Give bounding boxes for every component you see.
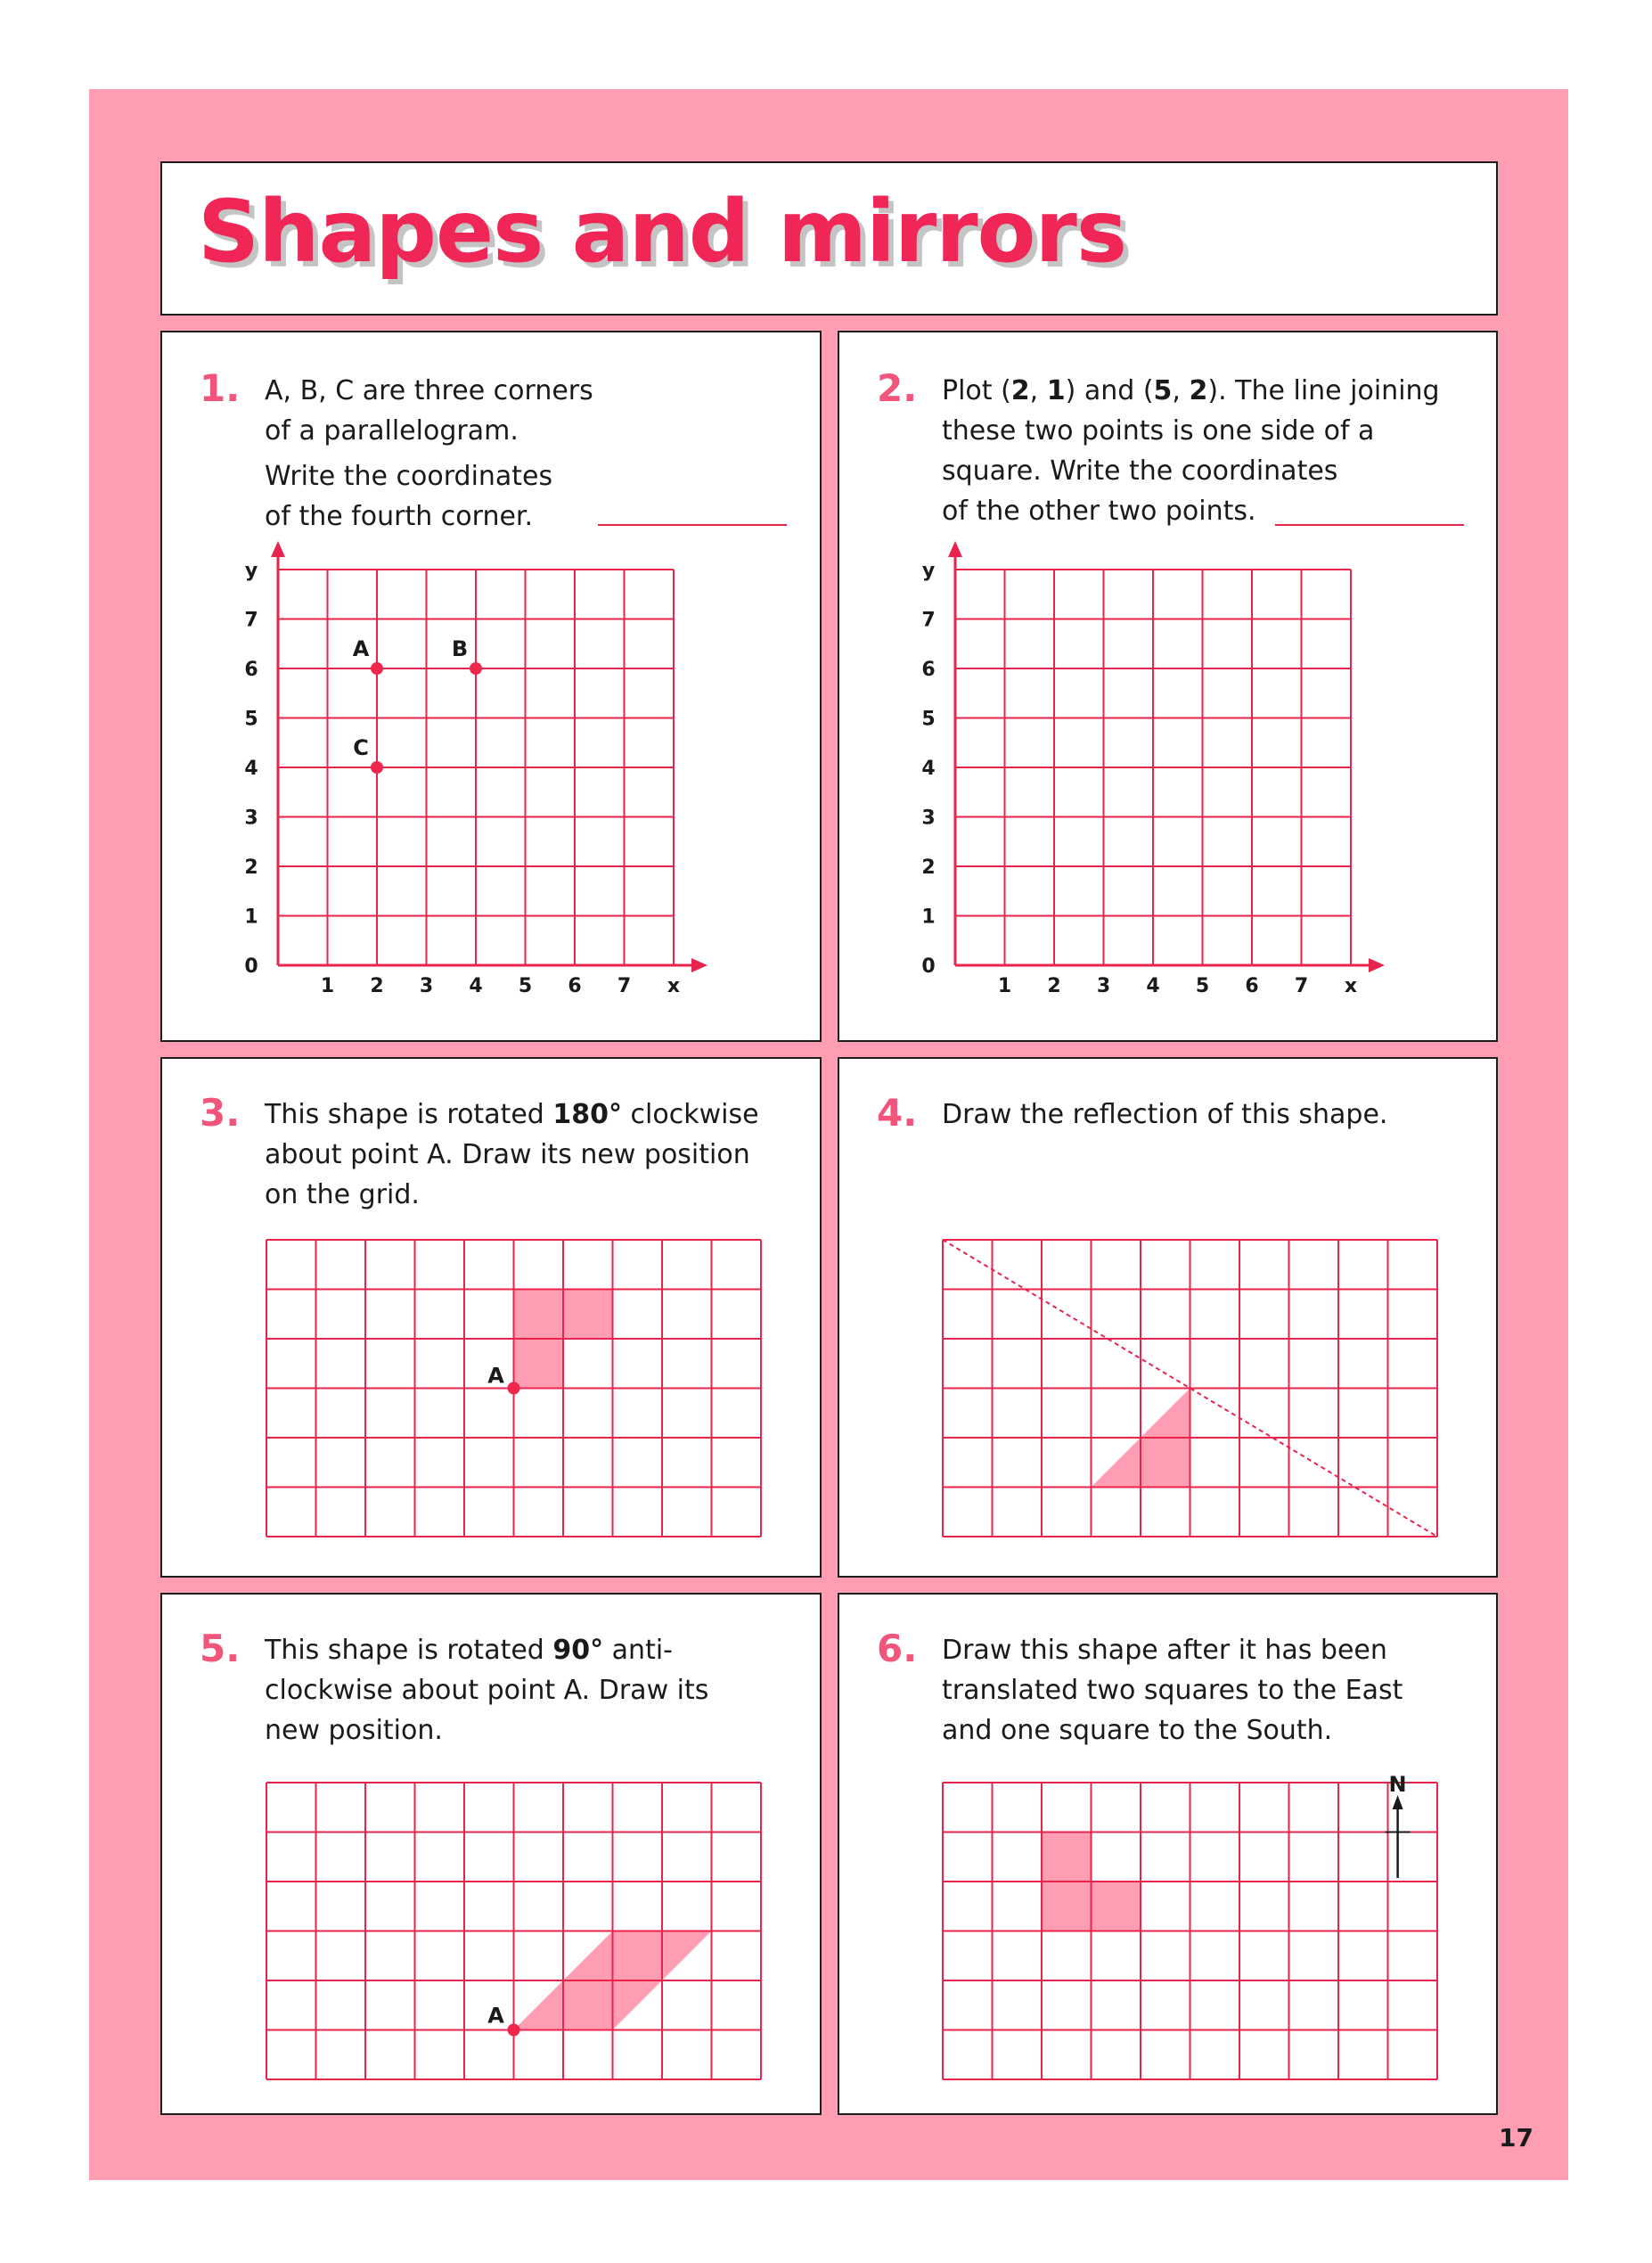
y-tick-label: 1 bbox=[921, 906, 936, 929]
question-text: Plot (2, 1) and (5, 2). The line joining these two points is one side of a square. Write the coordinates of the other two points. bbox=[942, 375, 1440, 527]
coordinate-grid[interactable] bbox=[920, 551, 1358, 1014]
question-text: Draw the reflection of this shape. bbox=[942, 1099, 1388, 1130]
y-tick-label: 4 bbox=[921, 758, 936, 780]
y-tick-label: 0 bbox=[921, 955, 936, 978]
answer-line[interactable] bbox=[598, 524, 787, 526]
x-tick-label: 1 bbox=[997, 975, 1012, 997]
point-label: A bbox=[487, 2003, 504, 2029]
x-tick-label: 5 bbox=[518, 975, 533, 997]
y-tick-label: 2 bbox=[921, 857, 936, 879]
compass-arrowhead-icon bbox=[1393, 1795, 1403, 1809]
y-tick-label: 2 bbox=[244, 857, 258, 879]
y-tick-label: 1 bbox=[244, 906, 258, 929]
question-number: 2. bbox=[877, 366, 918, 410]
question-number: 1. bbox=[200, 366, 241, 410]
y-tick-label: 6 bbox=[921, 659, 936, 681]
question-number: 3. bbox=[200, 1091, 241, 1135]
page-title: Shapes and mirrors bbox=[198, 182, 1126, 282]
compass-north-label: N bbox=[1388, 1772, 1407, 1797]
point-label: A bbox=[352, 636, 370, 661]
y-axis-arrow-icon bbox=[948, 541, 962, 557]
page-number: 17 bbox=[1499, 2123, 1533, 2152]
question-6-panel bbox=[838, 1593, 1498, 2115]
x-axis-arrow-icon bbox=[691, 958, 707, 972]
x-tick-label: 3 bbox=[419, 975, 434, 997]
x-tick-label: 2 bbox=[1047, 975, 1061, 997]
x-axis-title: x bbox=[667, 975, 681, 997]
x-tick-label: 4 bbox=[469, 975, 483, 997]
x-tick-label: 2 bbox=[370, 975, 384, 997]
square-grid[interactable] bbox=[943, 1772, 1442, 2086]
x-tick-label: 4 bbox=[1146, 975, 1160, 997]
question-4-panel bbox=[838, 1057, 1498, 1578]
point-a bbox=[508, 2024, 520, 2037]
question-2-panel bbox=[838, 331, 1498, 1042]
question-number: 5. bbox=[200, 1627, 241, 1670]
question-3-panel bbox=[160, 1057, 822, 1578]
square-grid[interactable] bbox=[943, 1240, 1442, 1543]
x-axis-title: x bbox=[1344, 975, 1358, 997]
x-tick-label: 3 bbox=[1096, 975, 1111, 997]
point-c bbox=[371, 761, 383, 774]
question-1-panel bbox=[160, 331, 822, 1042]
question-5-panel bbox=[160, 1593, 822, 2115]
x-tick-label: 7 bbox=[617, 975, 632, 997]
y-tick-label: 7 bbox=[244, 609, 258, 632]
title-panel bbox=[160, 161, 1498, 316]
y-axis-title: y bbox=[244, 560, 258, 582]
point-a bbox=[371, 662, 383, 675]
y-tick-label: 0 bbox=[244, 955, 258, 978]
x-tick-label: 6 bbox=[1245, 975, 1259, 997]
y-tick-label: 3 bbox=[244, 807, 258, 830]
square-grid[interactable] bbox=[266, 1783, 765, 2086]
question-text: This shape is rotated 180° clockwise about point A. Draw its new position on the grid. bbox=[265, 1099, 759, 1210]
x-tick-label: 6 bbox=[568, 975, 582, 997]
question-number: 4. bbox=[877, 1091, 918, 1135]
y-tick-label: 6 bbox=[244, 659, 258, 681]
y-tick-label: 3 bbox=[921, 807, 936, 830]
x-tick-label: 7 bbox=[1294, 975, 1309, 997]
y-axis-arrow-icon bbox=[271, 541, 285, 557]
point-label: C bbox=[353, 735, 369, 760]
question-text: This shape is rotated 90° anti- clockwise about point A. Draw its new position. bbox=[265, 1635, 709, 1746]
coordinate-grid[interactable] bbox=[242, 551, 681, 1014]
x-tick-label: 1 bbox=[320, 975, 335, 997]
point-a bbox=[508, 1382, 520, 1395]
x-tick-label: 5 bbox=[1195, 975, 1210, 997]
point-b bbox=[470, 662, 482, 675]
y-axis-title: y bbox=[921, 560, 936, 582]
point-label: A bbox=[487, 1363, 504, 1389]
point-label: B bbox=[451, 636, 469, 661]
question-text: Draw this shape after it has been translated two squares to the East and one square to the South. bbox=[942, 1635, 1403, 1746]
y-tick-label: 5 bbox=[921, 708, 936, 731]
y-tick-label: 7 bbox=[921, 609, 936, 632]
question-number: 6. bbox=[877, 1627, 918, 1670]
y-tick-label: 4 bbox=[244, 758, 258, 780]
question-text: A, B, C are three corners of a parallelogram. Write the coordinates of the fourth corner. bbox=[265, 375, 593, 532]
y-tick-label: 5 bbox=[244, 708, 258, 731]
square-grid[interactable] bbox=[266, 1240, 765, 1543]
answer-line[interactable] bbox=[1275, 524, 1464, 526]
x-axis-arrow-icon bbox=[1369, 958, 1385, 972]
